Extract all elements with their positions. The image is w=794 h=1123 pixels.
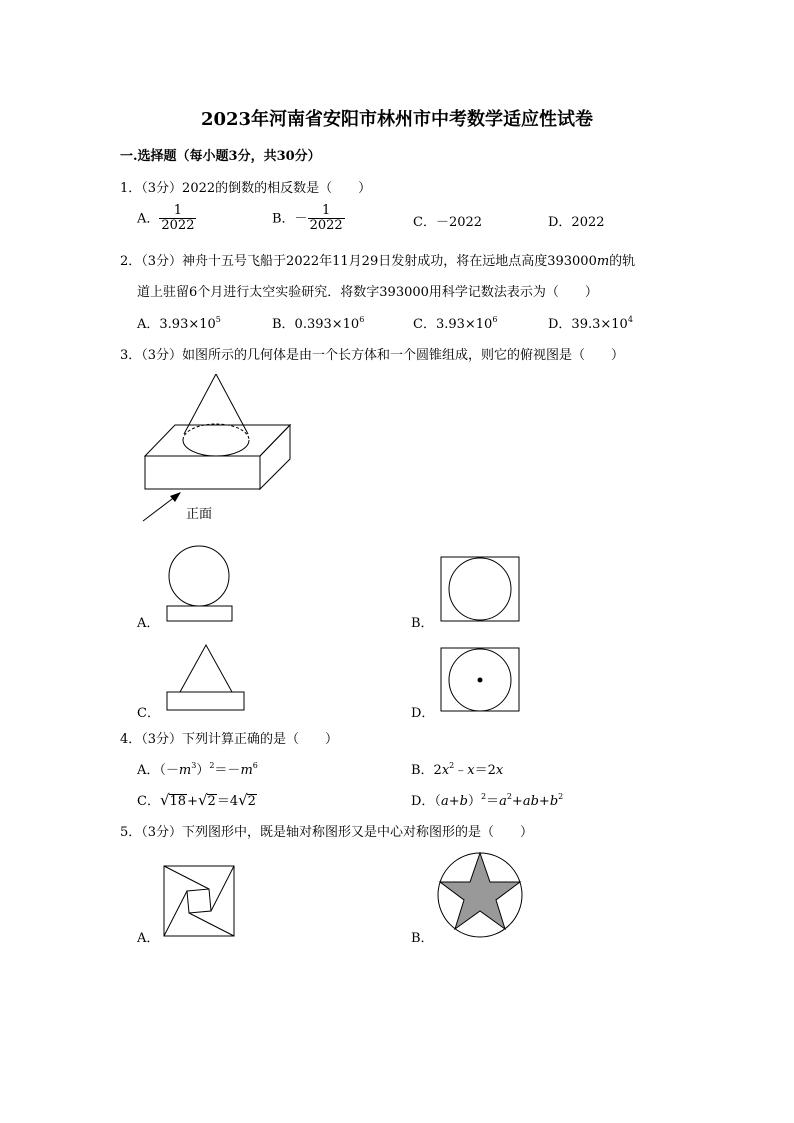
option-label: B．－ [272, 211, 308, 227]
variable-a: a [440, 794, 449, 809]
numerator: 1 [159, 204, 196, 219]
text: + [448, 794, 460, 809]
pinwheel-center-square [187, 889, 211, 913]
exponent: 3 [191, 761, 197, 770]
option-b-rectangle [441, 557, 519, 621]
variable-b: b [549, 794, 559, 809]
question-5-stem: 5．（3分）下列图形中，既是轴对称图形又是中心对称图形的是（ ） [120, 825, 534, 840]
variable-x: x [495, 763, 504, 778]
pinwheel-line [164, 866, 209, 889]
radicand: 2 [247, 794, 256, 809]
option-text: D．39.3×10 [548, 317, 628, 332]
question-3-option-b[interactable]: B． [411, 616, 434, 631]
radical-sign: √ [197, 791, 208, 809]
text: ） [467, 794, 481, 809]
question-4-option-b[interactable] [411, 759, 503, 778]
exponent: 2 [558, 792, 564, 801]
cone-base-front-arc [183, 440, 249, 456]
question-1-option-d[interactable]: D．2022 [548, 215, 605, 230]
question-2-stem-line2: 道上驻留6个月进行太空实验研究．将数字393000用科学记数法表示为（ ） [137, 285, 598, 300]
question-4-option-a[interactable] [137, 759, 258, 778]
numerator: 1 [308, 204, 345, 219]
denominator: 2022 [309, 218, 343, 234]
question-3-stem: 3．（3分）如图所示的几何体是由一个长方体和一个圆锥组成，则它的俯视图是（ ） [120, 348, 625, 363]
question-3-option-d[interactable]: D． [411, 706, 435, 721]
exponent: 2 [209, 761, 215, 770]
variable-ab: ab [522, 794, 539, 809]
option-c-triangle [180, 645, 232, 692]
box-top-face [145, 425, 290, 456]
pinwheel-line [189, 913, 234, 936]
question-3-option-a[interactable]: A． [137, 616, 160, 631]
unit-variable: m [596, 254, 610, 269]
option-text: C．3.93×10 [413, 317, 493, 332]
exponent: 2 [480, 792, 487, 801]
q5-option-a-square [164, 866, 234, 936]
variable-x: x [441, 763, 450, 778]
radicand: 2 [207, 794, 216, 809]
text: ﹣ [454, 763, 468, 778]
option-text: A．3.93×10 [137, 317, 216, 332]
text: ） [196, 763, 210, 778]
front-view-label: 正面 [186, 507, 213, 522]
question-3-option-c[interactable]: C． [137, 706, 160, 721]
option-a-rectangle [167, 606, 232, 621]
radical-sign: √ [238, 791, 248, 809]
q5-option-b-star [440, 853, 520, 929]
text: ＝－ [214, 763, 241, 778]
exponent: 6 [359, 315, 365, 324]
exponent: 6 [252, 761, 258, 770]
cone-base-hidden-arc [183, 424, 249, 440]
option-b-circle [449, 558, 511, 620]
pinwheel-line [211, 866, 234, 911]
stem-text: 2．（3分）神舟十五号飞船于2022年11月29日发射成功，将在远地点高度393000 [120, 254, 597, 269]
question-4-option-c[interactable] [137, 790, 257, 809]
text: + [187, 794, 198, 809]
page-title: 2023年河南省安阳市林州市中考数学适应性试卷 [200, 109, 594, 130]
box-right-face [260, 425, 290, 489]
question-4-option-d[interactable] [411, 790, 563, 809]
exponent: 2 [506, 792, 512, 801]
question-4-stem: 4．（3分）下列计算正确的是（ ） [120, 732, 339, 747]
question-1-option-c[interactable]: C．－2022 [413, 215, 483, 230]
text: ＝2 [474, 763, 496, 778]
option-a-circle [169, 546, 229, 606]
text: B．2 [411, 763, 442, 778]
exponent: 6 [492, 315, 498, 324]
variable-a: a [499, 794, 507, 809]
pinwheel-line [164, 891, 187, 936]
radical-sign: √ [159, 791, 170, 809]
variable-x: x [467, 763, 475, 778]
radicand: 18 [169, 794, 187, 809]
question-5-option-b[interactable]: B． [411, 931, 434, 946]
option-label: A． [137, 211, 160, 227]
option-d-center-dot [478, 678, 483, 683]
view-direction-arrow [143, 496, 176, 521]
option-text: B．0.393×10 [272, 317, 360, 332]
arrow-head [170, 492, 181, 502]
variable-m: m [178, 763, 192, 778]
section-heading: 一.选择题（每小题3分，共30分） [120, 149, 321, 164]
exponent: 4 [627, 315, 633, 324]
text: D．（ [411, 794, 441, 809]
question-5-option-a[interactable]: A． [137, 931, 160, 946]
option-c-rectangle [167, 692, 244, 710]
variable-m: m [240, 763, 253, 778]
variable-b: b [459, 794, 468, 809]
text: A．（－ [137, 763, 179, 778]
text: C． [137, 794, 160, 809]
exponent: 5 [215, 315, 221, 324]
text: + [538, 794, 550, 809]
stem-text: 的轨 [609, 254, 636, 269]
text: ＝ [486, 794, 500, 809]
exponent: 2 [449, 761, 455, 770]
question-1-stem: 1．（3分）2022的倒数的相反数是（ ） [120, 181, 372, 196]
text: ＝4 [216, 794, 239, 809]
box-front-face [145, 456, 260, 489]
denominator: 2022 [161, 218, 195, 234]
text: + [511, 794, 523, 809]
